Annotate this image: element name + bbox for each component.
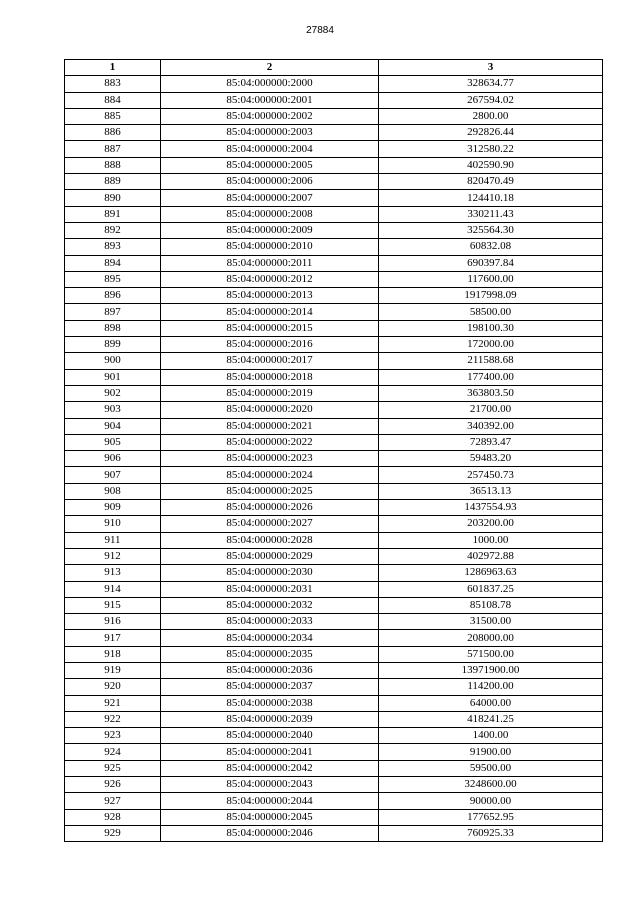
value-cell: 21700.00 [379, 402, 603, 418]
cadastral-number-cell: 85:04:000000:2036 [161, 662, 379, 678]
row-number-cell: 922 [65, 711, 161, 727]
row-number-cell: 907 [65, 467, 161, 483]
table-header [65, 60, 603, 76]
cadastral-number-cell: 85:04:000000:2002 [161, 108, 379, 124]
cadastral-number-cell: 85:04:000000:2046 [161, 825, 379, 841]
table-row [65, 565, 603, 581]
table-row [65, 434, 603, 450]
value-cell: 114200.00 [379, 679, 603, 695]
row-number-cell: 902 [65, 385, 161, 401]
row-number-cell: 905 [65, 434, 161, 450]
table-row [65, 614, 603, 630]
cadastral-number-cell: 85:04:000000:2028 [161, 532, 379, 548]
column-header-2: 2 [161, 60, 379, 76]
table-row [65, 500, 603, 516]
row-number-cell: 885 [65, 108, 161, 124]
row-number-cell: 910 [65, 516, 161, 532]
table-row [65, 385, 603, 401]
table-row [65, 581, 603, 597]
cadastral-number-cell: 85:04:000000:2015 [161, 320, 379, 336]
value-cell: 117600.00 [379, 271, 603, 287]
cadastral-number-cell: 85:04:000000:2006 [161, 174, 379, 190]
cadastral-number-cell: 85:04:000000:2005 [161, 157, 379, 173]
row-number-cell: 883 [65, 76, 161, 92]
table-row [65, 255, 603, 271]
value-cell: 312580.22 [379, 141, 603, 157]
table-row [65, 711, 603, 727]
cadastral-number-cell: 85:04:000000:2020 [161, 402, 379, 418]
cadastral-number-cell: 85:04:000000:2045 [161, 809, 379, 825]
value-cell: 402972.88 [379, 548, 603, 564]
table-row [65, 337, 603, 353]
row-number-cell: 915 [65, 597, 161, 613]
table-row [65, 92, 603, 108]
table-row [65, 679, 603, 695]
row-number-cell: 898 [65, 320, 161, 336]
value-cell: 760925.33 [379, 825, 603, 841]
value-cell: 292826.44 [379, 125, 603, 141]
row-number-cell: 895 [65, 271, 161, 287]
table-row [65, 304, 603, 320]
table-row [65, 222, 603, 238]
value-cell: 72893.47 [379, 434, 603, 450]
row-number-cell: 892 [65, 222, 161, 238]
table-row [65, 516, 603, 532]
cadastral-number-cell: 85:04:000000:2019 [161, 385, 379, 401]
value-cell: 402590.90 [379, 157, 603, 173]
table-row [65, 451, 603, 467]
cadastral-number-cell: 85:04:000000:2023 [161, 451, 379, 467]
cadastral-number-cell: 85:04:000000:2027 [161, 516, 379, 532]
table-row [65, 320, 603, 336]
row-number-cell: 904 [65, 418, 161, 434]
row-number-cell: 926 [65, 777, 161, 793]
value-cell: 1917998.09 [379, 288, 603, 304]
cadastral-number-cell: 85:04:000000:2011 [161, 255, 379, 271]
value-cell: 328634.77 [379, 76, 603, 92]
cadastral-number-cell: 85:04:000000:2032 [161, 597, 379, 613]
value-cell: 59500.00 [379, 760, 603, 776]
row-number-cell: 925 [65, 760, 161, 776]
value-cell: 85108.78 [379, 597, 603, 613]
table-row [65, 206, 603, 222]
row-number-cell: 923 [65, 728, 161, 744]
cadastral-number-cell: 85:04:000000:2022 [161, 434, 379, 450]
value-cell: 172000.00 [379, 337, 603, 353]
value-cell: 1286963.63 [379, 565, 603, 581]
row-number-cell: 901 [65, 369, 161, 385]
row-number-cell: 917 [65, 630, 161, 646]
table-row [65, 76, 603, 92]
row-number-cell: 920 [65, 679, 161, 695]
value-cell: 203200.00 [379, 516, 603, 532]
row-number-cell: 911 [65, 532, 161, 548]
value-cell: 198100.30 [379, 320, 603, 336]
cadastral-number-cell: 85:04:000000:2035 [161, 646, 379, 662]
cadastral-number-cell: 85:04:000000:2001 [161, 92, 379, 108]
table-row [65, 744, 603, 760]
row-number-cell: 897 [65, 304, 161, 320]
row-number-cell: 924 [65, 744, 161, 760]
row-number-cell: 916 [65, 614, 161, 630]
row-number-cell: 913 [65, 565, 161, 581]
row-number-cell: 888 [65, 157, 161, 173]
table-row [65, 695, 603, 711]
table-row [65, 141, 603, 157]
row-number-cell: 921 [65, 695, 161, 711]
table-row [65, 777, 603, 793]
row-number-cell: 918 [65, 646, 161, 662]
cadastral-number-cell: 85:04:000000:2034 [161, 630, 379, 646]
row-number-cell: 908 [65, 483, 161, 499]
cadastral-number-cell: 85:04:000000:2031 [161, 581, 379, 597]
cadastral-number-cell: 85:04:000000:2029 [161, 548, 379, 564]
value-cell: 340392.00 [379, 418, 603, 434]
row-number-cell: 903 [65, 402, 161, 418]
row-number-cell: 928 [65, 809, 161, 825]
cadastral-number-cell: 85:04:000000:2009 [161, 222, 379, 238]
value-cell: 257450.73 [379, 467, 603, 483]
cadastral-number-cell: 85:04:000000:2016 [161, 337, 379, 353]
cadastral-number-cell: 85:04:000000:2007 [161, 190, 379, 206]
table-row [65, 548, 603, 564]
cadastral-number-cell: 85:04:000000:2039 [161, 711, 379, 727]
cadastral-number-cell: 85:04:000000:2033 [161, 614, 379, 630]
value-cell: 124410.18 [379, 190, 603, 206]
table-row [65, 728, 603, 744]
table-row [65, 662, 603, 678]
table-row [65, 597, 603, 613]
row-number-cell: 884 [65, 92, 161, 108]
row-number-cell: 893 [65, 239, 161, 255]
value-cell: 60832.08 [379, 239, 603, 255]
table-row [65, 760, 603, 776]
value-cell: 325564.30 [379, 222, 603, 238]
table-row [65, 467, 603, 483]
table-row [65, 646, 603, 662]
row-number-cell: 887 [65, 141, 161, 157]
cadastral-number-cell: 85:04:000000:2041 [161, 744, 379, 760]
table-row [65, 125, 603, 141]
value-cell: 820470.49 [379, 174, 603, 190]
value-cell: 58500.00 [379, 304, 603, 320]
column-header-3: 3 [379, 60, 603, 76]
value-cell: 59483.20 [379, 451, 603, 467]
row-number-cell: 927 [65, 793, 161, 809]
value-cell: 13971900.00 [379, 662, 603, 678]
row-number-cell: 914 [65, 581, 161, 597]
cadastral-number-cell: 85:04:000000:2040 [161, 728, 379, 744]
cadastral-number-cell: 85:04:000000:2000 [161, 76, 379, 92]
row-number-cell: 890 [65, 190, 161, 206]
cadastral-number-cell: 85:04:000000:2043 [161, 777, 379, 793]
value-cell: 330211.43 [379, 206, 603, 222]
value-cell: 2800.00 [379, 108, 603, 124]
value-cell: 690397.84 [379, 255, 603, 271]
row-number-cell: 886 [65, 125, 161, 141]
value-cell: 208000.00 [379, 630, 603, 646]
value-cell: 3248600.00 [379, 777, 603, 793]
value-cell: 363803.50 [379, 385, 603, 401]
value-cell: 64000.00 [379, 695, 603, 711]
table-row [65, 809, 603, 825]
row-number-cell: 906 [65, 451, 161, 467]
cadastral-number-cell: 85:04:000000:2021 [161, 418, 379, 434]
table-row [65, 418, 603, 434]
value-cell: 91900.00 [379, 744, 603, 760]
row-number-cell: 896 [65, 288, 161, 304]
cadastral-number-cell: 85:04:000000:2010 [161, 239, 379, 255]
cadastral-number-cell: 85:04:000000:2008 [161, 206, 379, 222]
cadastral-number-cell: 85:04:000000:2026 [161, 500, 379, 516]
cadastral-number-cell: 85:04:000000:2038 [161, 695, 379, 711]
cadastral-number-cell: 85:04:000000:2017 [161, 353, 379, 369]
value-cell: 1437554.93 [379, 500, 603, 516]
cadastral-number-cell: 85:04:000000:2004 [161, 141, 379, 157]
value-cell: 36513.13 [379, 483, 603, 499]
row-number-cell: 929 [65, 825, 161, 841]
cadastral-number-cell: 85:04:000000:2018 [161, 369, 379, 385]
value-cell: 571500.00 [379, 646, 603, 662]
page-number: 27884 [306, 25, 334, 36]
value-cell: 177400.00 [379, 369, 603, 385]
table-row [65, 483, 603, 499]
registry-table [64, 59, 603, 842]
table-row [65, 190, 603, 206]
cadastral-number-cell: 85:04:000000:2003 [161, 125, 379, 141]
value-cell: 601837.25 [379, 581, 603, 597]
table-body [65, 76, 603, 842]
row-number-cell: 900 [65, 353, 161, 369]
row-number-cell: 899 [65, 337, 161, 353]
table-row [65, 174, 603, 190]
value-cell: 90000.00 [379, 793, 603, 809]
value-cell: 418241.25 [379, 711, 603, 727]
table-row [65, 353, 603, 369]
table-row [65, 157, 603, 173]
row-number-cell: 919 [65, 662, 161, 678]
row-number-cell: 891 [65, 206, 161, 222]
table-row [65, 108, 603, 124]
table-row [65, 239, 603, 255]
value-cell: 1000.00 [379, 532, 603, 548]
row-number-cell: 909 [65, 500, 161, 516]
cadastral-number-cell: 85:04:000000:2044 [161, 793, 379, 809]
table-row [65, 402, 603, 418]
table-row [65, 369, 603, 385]
cadastral-number-cell: 85:04:000000:2012 [161, 271, 379, 287]
value-cell: 177652.95 [379, 809, 603, 825]
value-cell: 211588.68 [379, 353, 603, 369]
header-row [65, 60, 603, 76]
value-cell: 31500.00 [379, 614, 603, 630]
column-header-1: 1 [65, 60, 161, 76]
value-cell: 1400.00 [379, 728, 603, 744]
row-number-cell: 894 [65, 255, 161, 271]
row-number-cell: 889 [65, 174, 161, 190]
cadastral-number-cell: 85:04:000000:2024 [161, 467, 379, 483]
table-row [65, 288, 603, 304]
cadastral-number-cell: 85:04:000000:2025 [161, 483, 379, 499]
table-row [65, 825, 603, 841]
table-row [65, 532, 603, 548]
table-row [65, 630, 603, 646]
cadastral-number-cell: 85:04:000000:2042 [161, 760, 379, 776]
cadastral-number-cell: 85:04:000000:2030 [161, 565, 379, 581]
cadastral-number-cell: 85:04:000000:2014 [161, 304, 379, 320]
value-cell: 267594.02 [379, 92, 603, 108]
table-row [65, 793, 603, 809]
table-row [65, 271, 603, 287]
cadastral-number-cell: 85:04:000000:2037 [161, 679, 379, 695]
row-number-cell: 912 [65, 548, 161, 564]
cadastral-number-cell: 85:04:000000:2013 [161, 288, 379, 304]
